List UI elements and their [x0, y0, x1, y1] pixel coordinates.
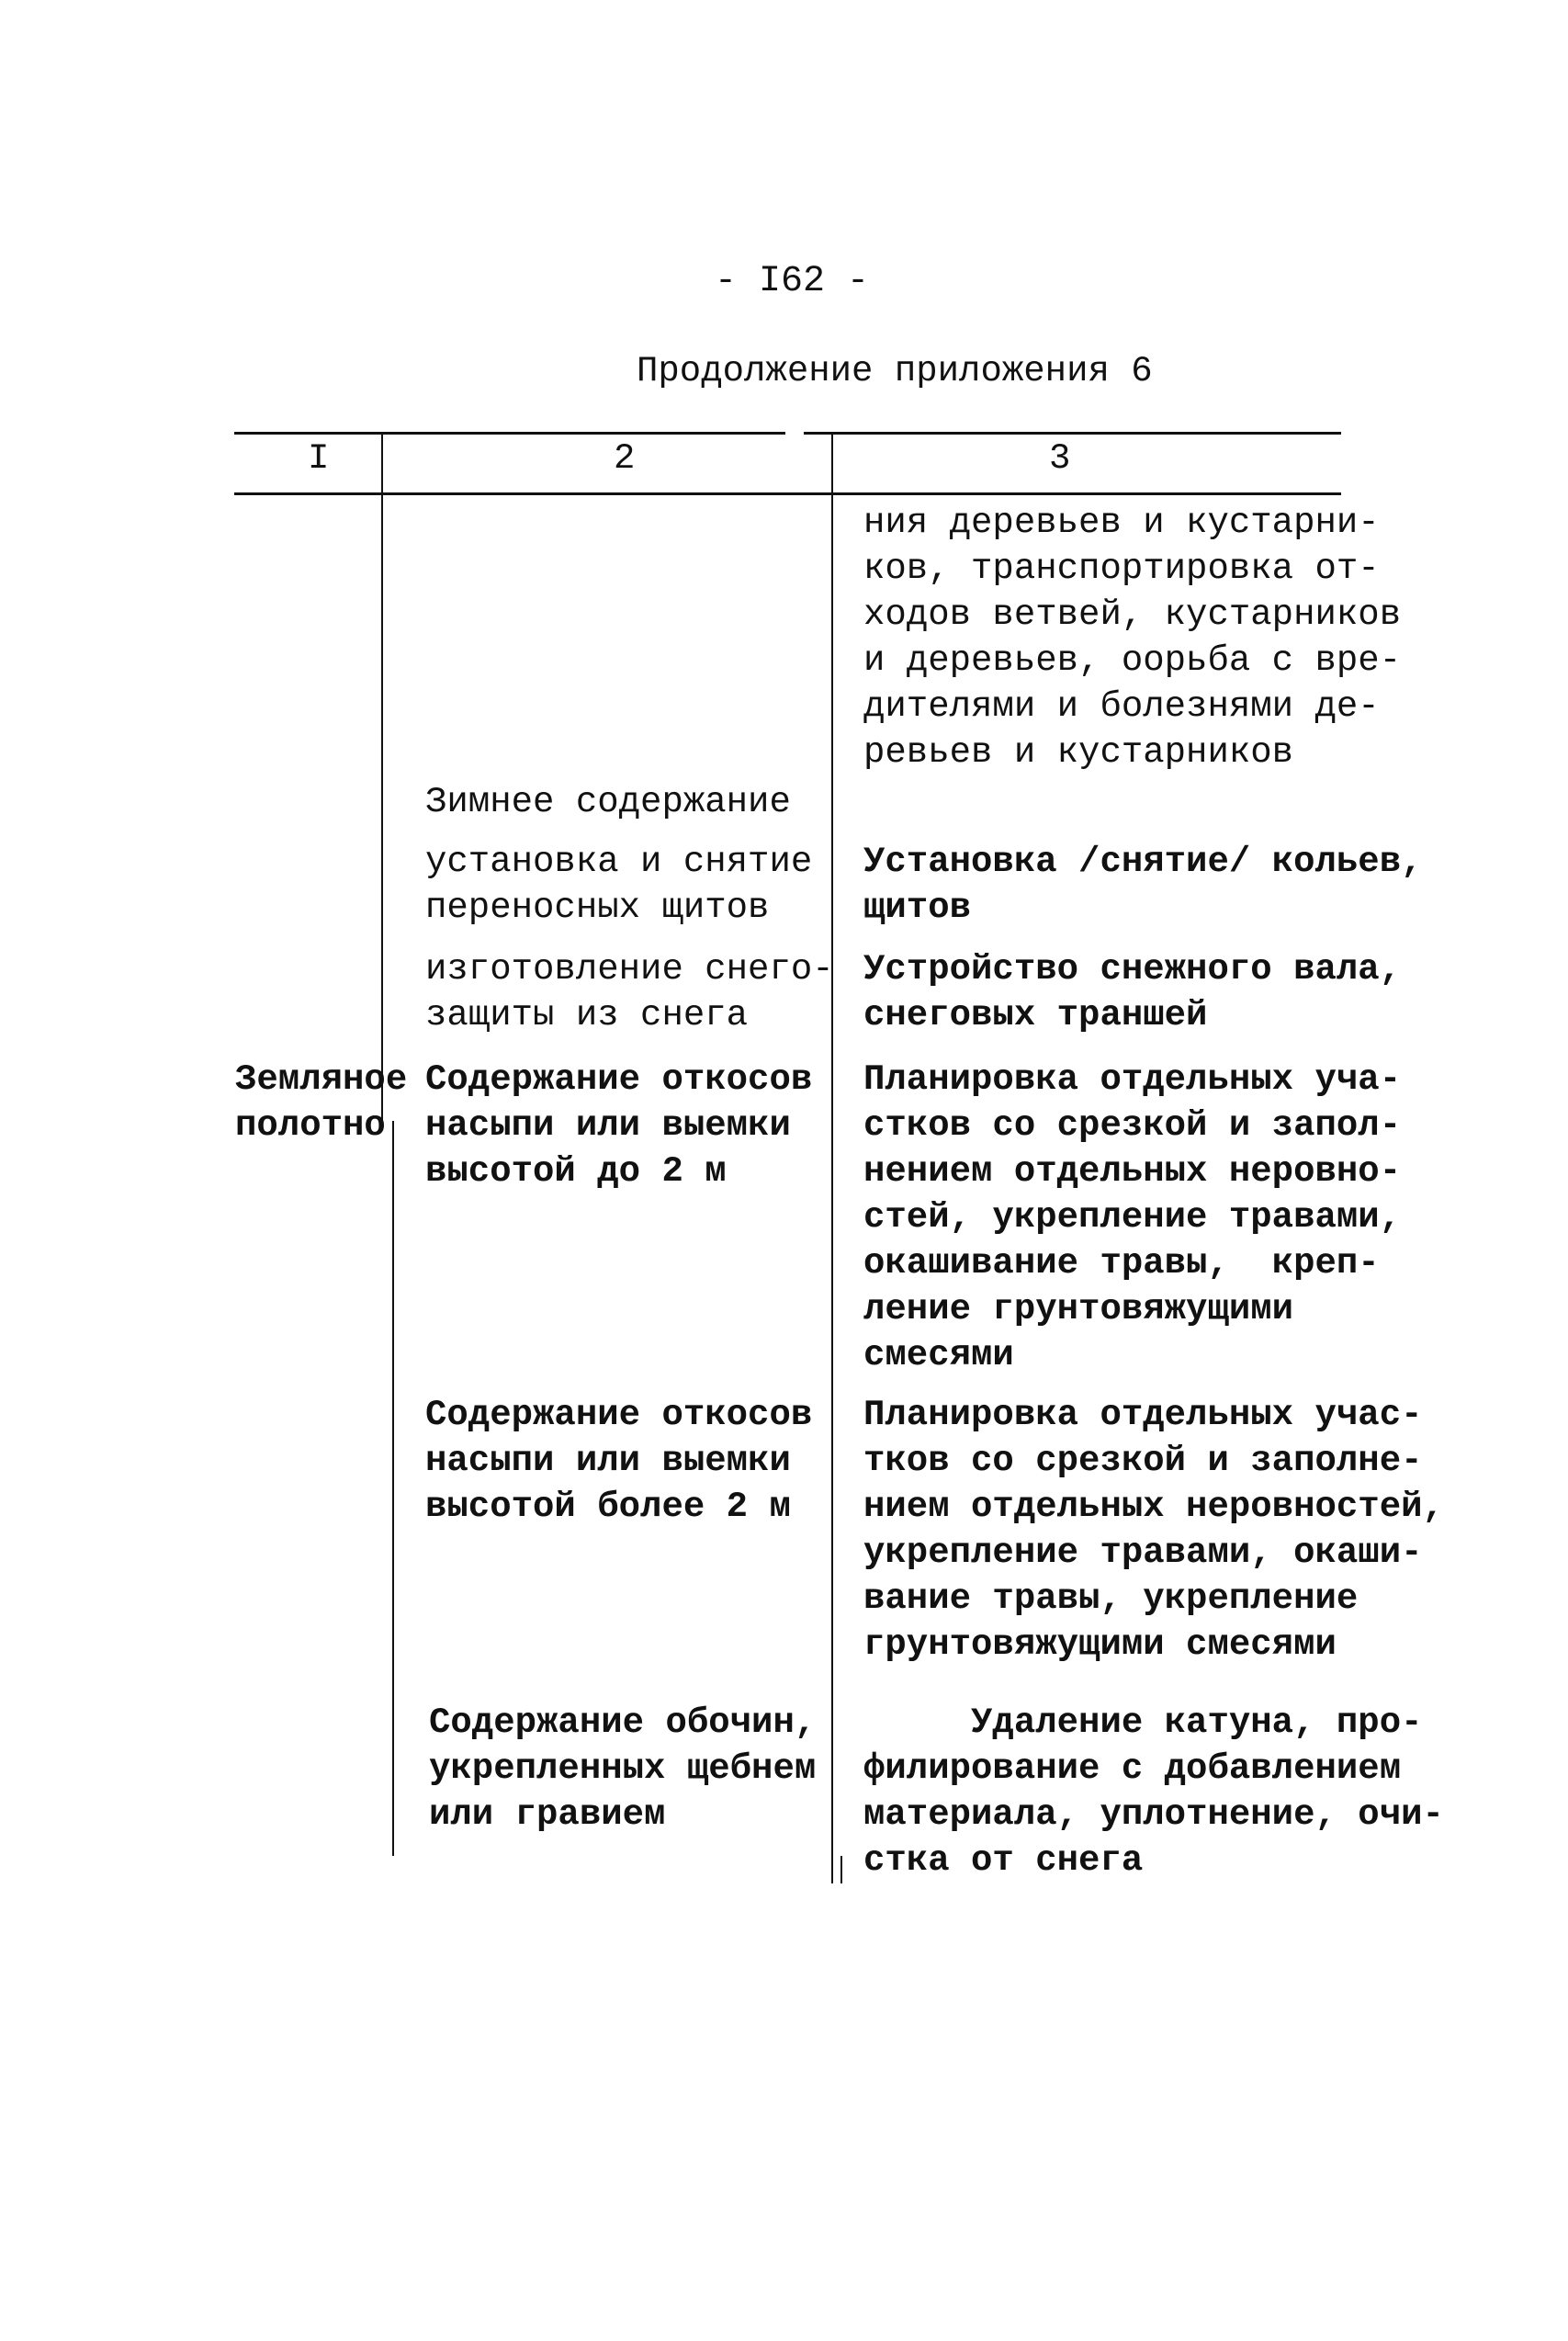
content-line: материала, уплотнение, очи- [863, 1794, 1444, 1835]
intro-line: дителями и болезнями де- [863, 686, 1380, 727]
content-line: Устройство снежного вала, [863, 949, 1402, 990]
table-top-rule-right [804, 432, 1341, 435]
content-line: стков со срезкой и запол- [863, 1105, 1402, 1146]
work-line: укрепленных щебнем [429, 1748, 817, 1789]
content-line: укрепление травами, окаши- [863, 1532, 1423, 1573]
work-line: высотой более 2 м [425, 1487, 791, 1527]
intro-line: ходов ветвей, кустарников [863, 594, 1402, 635]
work-line: высотой до 2 м [425, 1151, 727, 1192]
work-line: насыпи или выемки [425, 1441, 791, 1481]
work-line: установка и снятие [425, 842, 813, 882]
column-header-2: 2 [614, 438, 636, 479]
content-line: Планировка отдельных учас- [863, 1395, 1423, 1435]
content-line: вание травы, укрепление [863, 1578, 1359, 1619]
work-line: защиты из снега [425, 995, 749, 1035]
col1-divider [381, 432, 383, 1121]
header-bottom-rule [234, 492, 1341, 495]
content-line: стка от снега [863, 1840, 1144, 1881]
intro-line: ревьев и кустарников [863, 732, 1294, 773]
page-number: - I62 - [715, 261, 870, 302]
element-line: полотно [235, 1105, 386, 1146]
subtitle: Продолжение приложения 6 [637, 351, 1153, 391]
column-header-1: I [308, 438, 330, 479]
column-header-3: 3 [1049, 438, 1071, 479]
intro-line: ния деревьев и кустарни- [863, 503, 1380, 543]
work-line: насыпи или выемки [425, 1105, 791, 1146]
table-top-rule-left [234, 432, 785, 435]
content-line: окашивание травы, креп- [863, 1243, 1380, 1284]
work-line: Содержание откосов [425, 1395, 813, 1435]
content-line: снеговых траншей [863, 995, 1208, 1035]
content-line: нением отдельных неровно- [863, 1151, 1402, 1192]
work-line: переносных щитов [425, 888, 770, 928]
work-line: Содержание обочин, [429, 1702, 817, 1743]
content-line: ление грунтовяжущими [863, 1289, 1294, 1329]
content-line: нием отдельных неровностей, [863, 1487, 1444, 1527]
col2-divider [831, 432, 833, 1883]
content-line: грунтовяжущими смесями [863, 1624, 1337, 1665]
col2-divider-tail [840, 1856, 842, 1883]
element-line: Земляное [235, 1059, 408, 1100]
work-line: Содержание откосов [425, 1059, 813, 1100]
content-line: Удаление катуна, про- [863, 1702, 1423, 1743]
work-line: или гравием [429, 1794, 666, 1835]
content-line: филирование с добавлением [863, 1748, 1402, 1789]
col1-divider-lower [392, 1121, 394, 1856]
content-line: стей, укрепление травами, [863, 1197, 1402, 1238]
content-line: смесями [863, 1335, 1014, 1375]
content-line: тков со срезкой и заполне- [863, 1441, 1423, 1481]
work-line: изготовление снего- [425, 949, 834, 990]
winter-heading: Зимнее содержание [425, 782, 791, 822]
content-line: Установка /снятие/ кольев, [863, 842, 1423, 882]
intro-line: и деревьев, оорьба с вре- [863, 640, 1402, 681]
intro-line: ков, транспортировка от- [863, 548, 1380, 589]
content-line: щитов [863, 888, 972, 928]
content-line: Планировка отдельных уча- [863, 1059, 1402, 1100]
